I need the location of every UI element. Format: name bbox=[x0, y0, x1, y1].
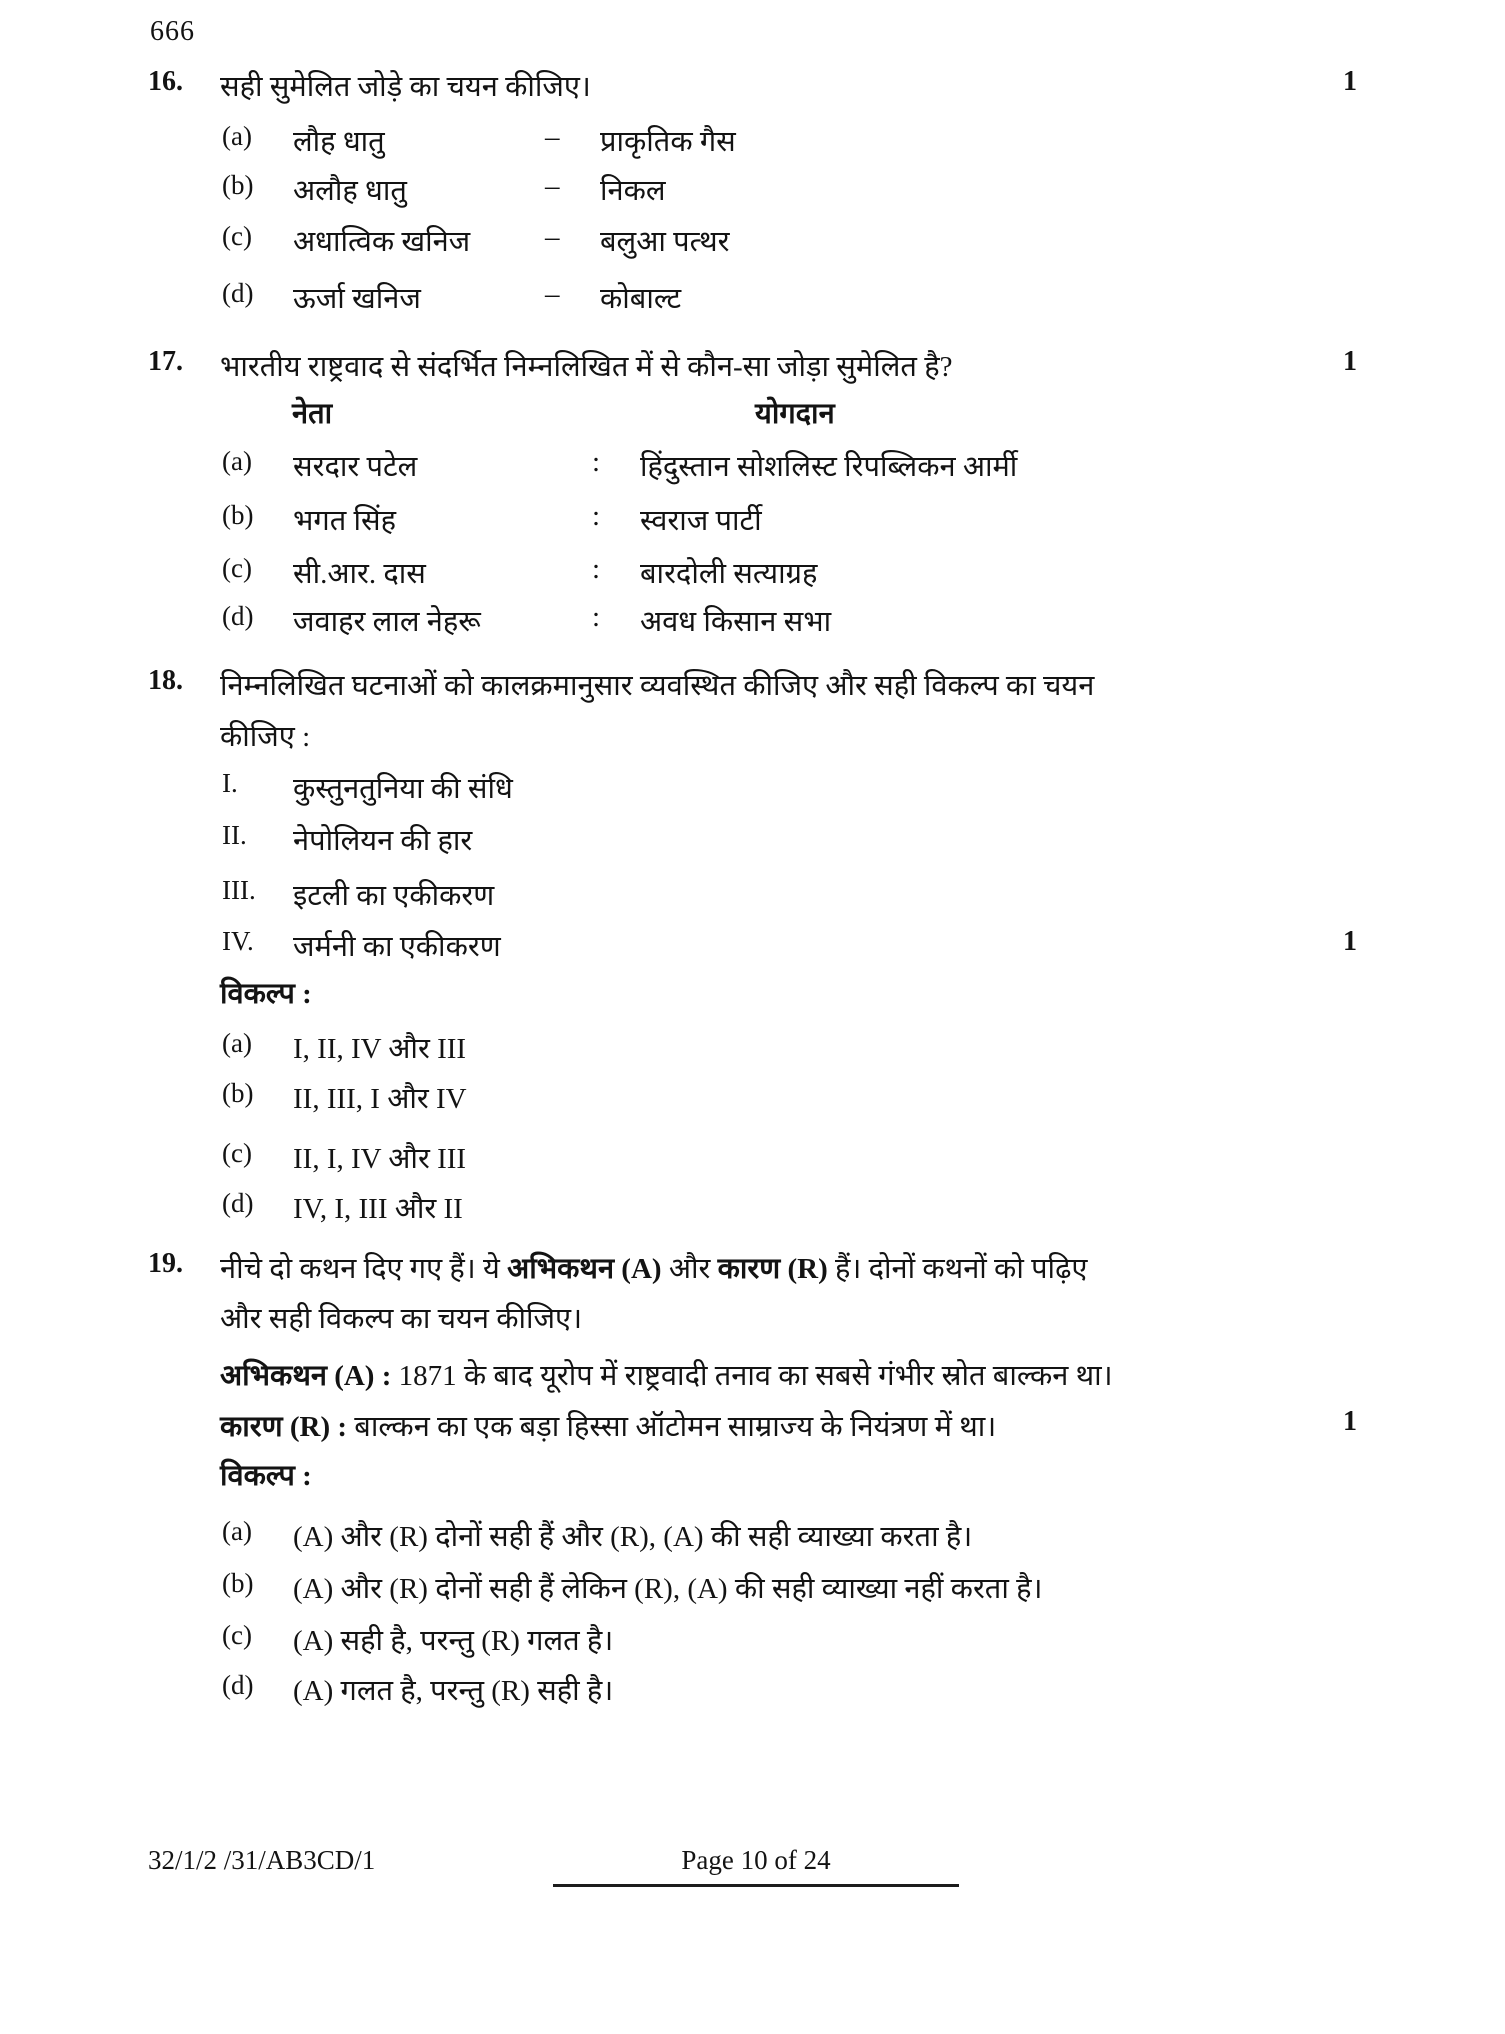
option-label: (a) bbox=[222, 1516, 252, 1546]
match-right: स्वराज पार्टी bbox=[640, 505, 762, 537]
reason-word: कारण (R) bbox=[717, 1253, 828, 1285]
match-right: प्राकृतिक गैस bbox=[600, 126, 736, 158]
option-text: (A) और (R) दोनों सही हैं लेकिन (R), (A) की सही व्याख्या नहीं करता है। bbox=[293, 1573, 1043, 1605]
match-separator: – bbox=[545, 221, 560, 253]
question-number: 16. bbox=[148, 66, 183, 97]
option-label: (d) bbox=[222, 1670, 254, 1700]
intro-post: हैं। दोनों कथनों को पढ़िए bbox=[827, 1253, 1088, 1285]
q18-event-3-row bbox=[0, 875, 1505, 921]
question-text-line1: निम्नलिखित घटनाओं को कालक्रमानुसार व्यवस्थित कीजिए और सही विकल्प का चयन bbox=[220, 670, 1095, 702]
question-text: सही सुमेलित जोड़े का चयन कीजिए। bbox=[220, 71, 591, 103]
option-label: (c) bbox=[222, 1138, 252, 1168]
options-heading: विकल्प : bbox=[220, 978, 312, 1010]
q19-assertion-row bbox=[0, 1355, 1505, 1401]
reason-label: कारण (R) : bbox=[220, 1411, 348, 1443]
option-label: (b) bbox=[222, 1078, 254, 1108]
match-left: अधात्विक खनिज bbox=[293, 226, 471, 258]
footer-rule bbox=[553, 1884, 959, 1887]
assertion-line bbox=[220, 1355, 1113, 1394]
match-separator: : bbox=[592, 601, 601, 633]
option-label: (d) bbox=[222, 1188, 254, 1218]
assertion-text: 1871 के बाद यूरोप में राष्ट्रवादी तनाव का सबसे गंभीर स्रोत बाल्कन था। bbox=[391, 1360, 1113, 1392]
match-left: भगत सिंह bbox=[293, 505, 397, 537]
footer-paper-code: 32/1/2 /31/AB3CD/1 bbox=[148, 1845, 376, 1875]
q19-option-c-row bbox=[0, 1620, 1505, 1666]
option-text: I, II, IV और III bbox=[293, 1033, 467, 1065]
footer-page-number: Page 10 of 24 bbox=[681, 1845, 831, 1875]
question-number: 17. bbox=[148, 346, 183, 377]
match-right: हिंदुस्तान सोशलिस्ट रिपब्लिकन आर्मी bbox=[640, 451, 1018, 483]
match-left: सी.आर. दास bbox=[293, 558, 426, 590]
option-label: (a) bbox=[222, 1028, 252, 1058]
question-text-line2: कीजिए : bbox=[220, 721, 311, 753]
event-text: कुस्तुनतुनिया की संधि bbox=[293, 773, 513, 805]
match-left: अलौह धातु bbox=[293, 175, 407, 207]
event-label: IV. bbox=[222, 926, 254, 956]
q18-options-heading-row bbox=[0, 973, 1505, 1019]
intro-mid: और bbox=[661, 1253, 718, 1285]
option-label: (b) bbox=[222, 1568, 254, 1598]
match-separator: – bbox=[545, 278, 560, 310]
q18-event-1-row bbox=[0, 768, 1505, 814]
q17-option-b-row bbox=[0, 500, 1505, 546]
marks-badge: 1 bbox=[1343, 1406, 1357, 1437]
match-left: सरदार पटेल bbox=[293, 451, 418, 483]
match-right: बलुआ पत्थर bbox=[600, 226, 730, 258]
q18-option-d-row bbox=[0, 1188, 1505, 1234]
match-right: निकल bbox=[600, 175, 666, 207]
event-label: III. bbox=[222, 875, 256, 905]
question-18-header-row bbox=[0, 665, 1505, 711]
marks-badge: 1 bbox=[1343, 926, 1357, 957]
match-right: कोबाल्ट bbox=[600, 283, 682, 315]
match-left: लौह धातु bbox=[293, 126, 385, 158]
q17-column-headers-row bbox=[0, 393, 1505, 439]
q19-option-a-row bbox=[0, 1516, 1505, 1562]
option-text: (A) और (R) दोनों सही हैं और (R), (A) की सही व्याख्या करता है। bbox=[293, 1521, 973, 1553]
question-text: भारतीय राष्ट्रवाद से संदर्भित निम्नलिखित में से कौन-सा जोड़ा सुमेलित है? bbox=[220, 351, 953, 383]
q16-option-b-row bbox=[0, 170, 1505, 216]
reason-line bbox=[220, 1406, 996, 1445]
option-label: (c) bbox=[222, 221, 252, 251]
intro-pre: नीचे दो कथन दिए गए हैं। ये bbox=[220, 1253, 508, 1285]
q17-option-a-row bbox=[0, 446, 1505, 492]
q19-reason-row bbox=[0, 1406, 1505, 1452]
question-number: 18. bbox=[148, 665, 183, 696]
assertion-word: अभिकथन (A) bbox=[507, 1253, 662, 1285]
match-left: जवाहर लाल नेहरू bbox=[293, 606, 481, 638]
match-separator: : bbox=[592, 500, 601, 532]
q18-event-2-row bbox=[0, 820, 1505, 866]
event-text: नेपोलियन की हार bbox=[293, 825, 473, 857]
q19-options-heading-row bbox=[0, 1455, 1505, 1501]
q18-option-b-row bbox=[0, 1078, 1505, 1124]
option-label: (a) bbox=[222, 121, 252, 151]
option-text: (A) सही है, परन्तु (R) गलत है। bbox=[293, 1625, 614, 1657]
event-label: I. bbox=[222, 768, 238, 798]
column-header-leader: नेता bbox=[292, 398, 333, 430]
q17-option-c-row bbox=[0, 553, 1505, 599]
match-separator: : bbox=[592, 553, 601, 585]
question-17-header-row bbox=[0, 346, 1505, 392]
q17-option-d-row bbox=[0, 601, 1505, 647]
assertion-label: अभिकथन (A) : bbox=[220, 1360, 392, 1392]
option-text: II, I, IV और III bbox=[293, 1143, 467, 1175]
question-number: 19. bbox=[148, 1248, 183, 1279]
question-19-header-row bbox=[0, 1248, 1505, 1294]
marks-badge: 1 bbox=[1343, 346, 1357, 377]
option-label: (a) bbox=[222, 446, 252, 476]
reason-text: बाल्कन का एक बड़ा हिस्सा ऑटोमन साम्राज्य के नियंत्रण में था। bbox=[347, 1411, 997, 1443]
q18-option-a-row bbox=[0, 1028, 1505, 1074]
q19-option-d-row bbox=[0, 1670, 1505, 1716]
event-text: इटली का एकीकरण bbox=[293, 880, 495, 912]
option-label: (c) bbox=[222, 1620, 252, 1650]
option-label: (b) bbox=[222, 170, 254, 200]
option-label: (d) bbox=[222, 278, 254, 308]
match-left: ऊर्जा खनिज bbox=[293, 283, 421, 315]
corner-note-row bbox=[0, 16, 1505, 62]
q16-option-a-row bbox=[0, 121, 1505, 167]
option-label: (c) bbox=[222, 553, 252, 583]
match-separator: : bbox=[592, 446, 601, 478]
q16-option-d-row bbox=[0, 278, 1505, 324]
question-18-text-line2-row bbox=[0, 716, 1505, 762]
marks-badge: 1 bbox=[1343, 66, 1357, 97]
options-heading: विकल्प : bbox=[220, 1460, 312, 1492]
question-19-text-line2-row bbox=[0, 1298, 1505, 1344]
option-text: II, III, I और IV bbox=[293, 1083, 467, 1115]
match-separator: – bbox=[545, 121, 560, 153]
q18-event-4-row bbox=[0, 926, 1505, 972]
question-text-line2: और सही विकल्प का चयन कीजिए। bbox=[220, 1303, 583, 1335]
option-label: (b) bbox=[222, 500, 254, 530]
match-right: बारदोली सत्याग्रह bbox=[640, 558, 818, 590]
option-text: (A) गलत है, परन्तु (R) सही है। bbox=[293, 1675, 614, 1707]
q18-option-c-row bbox=[0, 1138, 1505, 1184]
question-text-line1 bbox=[220, 1248, 1087, 1287]
q16-option-c-row bbox=[0, 221, 1505, 267]
column-header-contribution: योगदान bbox=[755, 398, 835, 430]
option-label: (d) bbox=[222, 601, 254, 631]
page-corner-number: 666 bbox=[150, 16, 195, 47]
option-text: IV, I, III और II bbox=[293, 1193, 463, 1225]
match-right: अवध किसान सभा bbox=[640, 606, 832, 638]
question-16-header-row bbox=[0, 66, 1505, 112]
event-label: II. bbox=[222, 820, 247, 850]
event-text: जर्मनी का एकीकरण bbox=[293, 931, 501, 963]
q19-option-b-row bbox=[0, 1568, 1505, 1614]
match-separator: – bbox=[545, 170, 560, 202]
